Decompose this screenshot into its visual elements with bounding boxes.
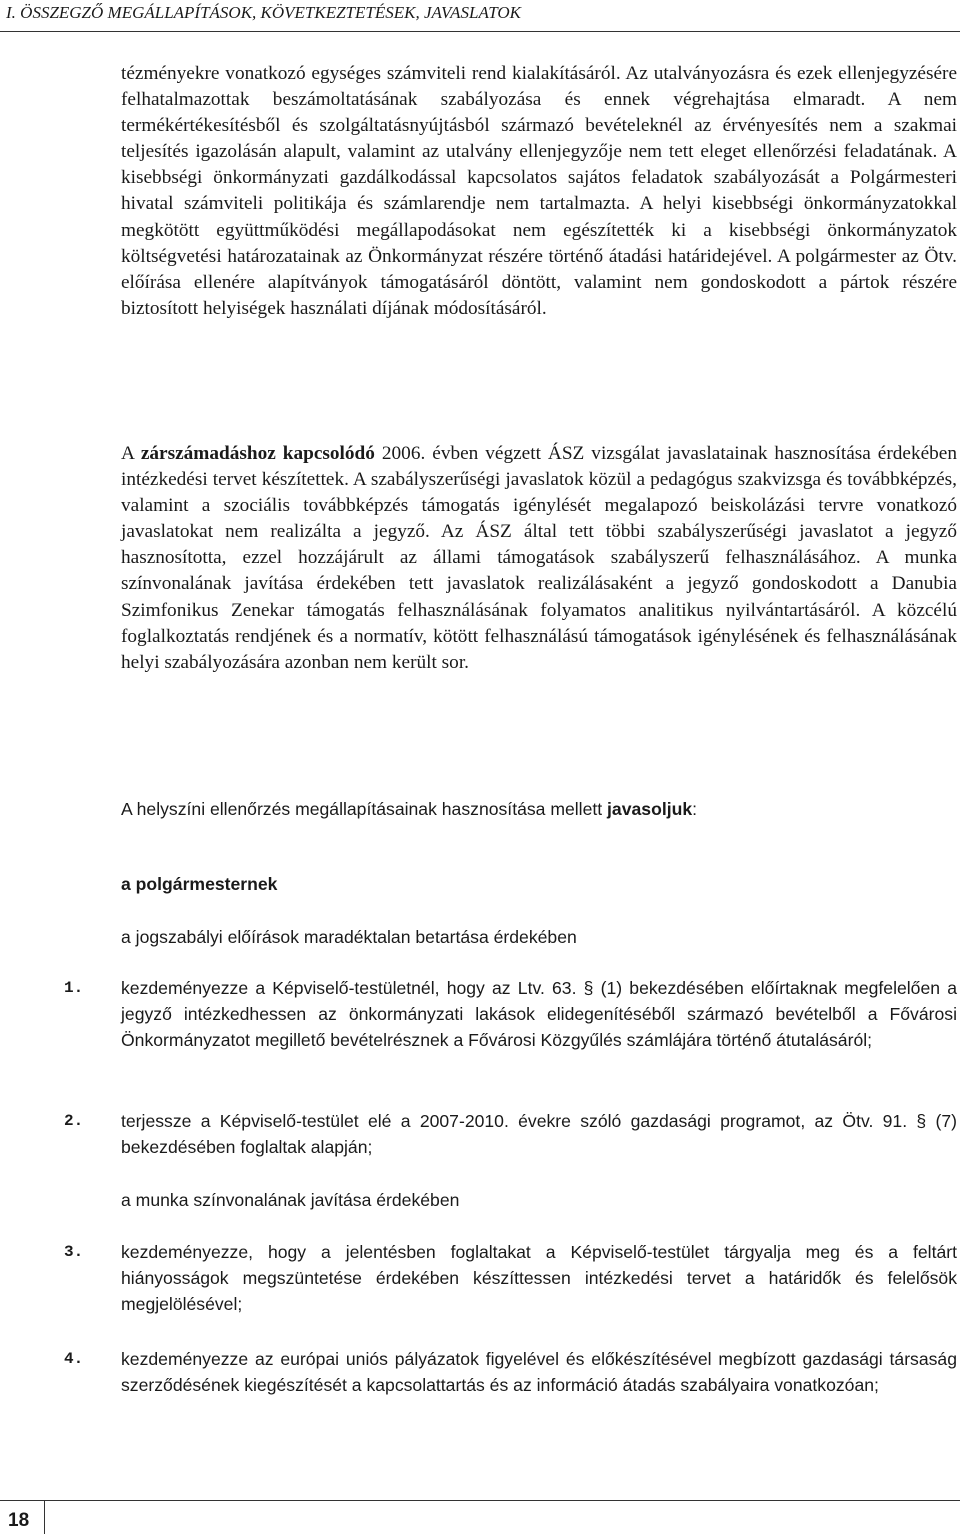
recommend-prefix: A helyszíni ellenőrzés megállapításainak hasznosítása mellett xyxy=(121,799,608,819)
item-text-4: kezdeményezze az európai uniós pályázatok figyelével és előkészítésével megbízott gazdasági társaság szerződésének kiegészítését a kapcsolattartás és az információ átadás szabályaira vonatkozóan; xyxy=(121,1349,957,1395)
item-number-1: 1. xyxy=(64,979,84,997)
group2-heading: a munka színvonalának javítása érdekében xyxy=(121,1190,460,1210)
p2-bold: zárszámadáshoz kapcsolódó xyxy=(140,443,375,464)
item-text-1: kezdeményezze a Képviselő-testületnél, hogy az Ltv. 63. § (1) bekezdésében előírtaknak megfelelően a jegyző intézkedhessen az önkormányzati lakások elidegenítéséből származó bevételből a Fővárosi Önkormányzatot megillető bevételrésznek a Fővárosi Közgyűlés számlájára történő átutalásáról; xyxy=(121,978,957,1050)
p2-prefix: A xyxy=(121,443,141,464)
recipient-heading: a polgármesternek xyxy=(121,874,278,894)
item-number-2: 2. xyxy=(64,1112,84,1130)
item-text-2: terjessze a Képviselő-testület elé a 2007-2010. évekre szóló gazdasági programot, az Ötv. 91. § (7) bekezdésében foglaltak alapján; xyxy=(121,1111,957,1157)
item-number-3: 3. xyxy=(64,1243,84,1261)
page-number: 18 xyxy=(8,1510,30,1531)
recommend-line xyxy=(121,796,957,822)
header-title: I. ÖSSZEGZŐ MEGÁLLAPÍTÁSOK, KÖVETKEZTETÉSEK, JAVASLATOK xyxy=(6,3,522,22)
recommend-bold: javasoljuk xyxy=(607,799,693,819)
footer-divider xyxy=(44,1500,45,1534)
header-rule xyxy=(0,31,960,32)
p2-rest: 2006. évben végzett ÁSZ vizsgálat javaslatainak hasznosítása érdekében intézkedési tervet készítettek. A szabályszerűségi javaslatok közül a pedagógus szakvizsga és továbbképzés, valamint a szociális továbbképzés támogatás igénylését megalapozó beiskolázási tervre vonatkozó javaslatokat nem realizálta a jegyző. Az ÁSZ által tett többi szabályszerűségi javaslatot a jegyző hasznosította, ezzel hozzájárult az állami támogatások szabályszerű felhasználásához. A munka színvonalának javítása érdekében tett javaslatok realizálásaként a jegyző gondoskodott a Danubia Szimfonikus Zenekar támogatás felhasználásának folyamatos analitikus nyilvántartásáról. A közcélú foglalkoztatás rendjének és a normatív, kötött felhasználású támogatások igénylésének és felhasználásának helyi szabályozására azonban nem került sor. xyxy=(121,443,958,673)
group1-heading: a jogszabályi előírások maradéktalan betartása érdekében xyxy=(121,927,577,947)
paragraph-findings: tézményekre vonatkozó egységes számviteli rend kialakításáról. Az utalványozásra és ezek ellenjegyzésére felhatalmazottak beszámoltatásának szabályozása és ennek végrehajtása elmaradt. A nem termékértékesítésből és szolgáltatásnyújtásból származó bevételeknél az érvényesítés nem a szakmai teljesítés igazolásán alapult, valamint az utalvány ellenjegyzője nem tett eleget ellenőrzési feladatának. A kisebbségi önkormányzati gazdálkodással kapcsolatos sajátos feladatok szabályozását a Polgármesteri hivatal számviteli politikája és számlarendje nem tartalmazta. A helyi kisebbségi önkormányzatokkal megkötött együttműködési megállapodásokat nem egészítették ki a kisebbségi önkormányzatok költségvetési határozatainak az Önkormányzat részére történő átadási határidejével. A polgármester az Ötv. előírása ellenére alapítványok támogatásáról döntött, valamint nem gondoskodott a pártok részére biztosított helyiségek használati díjának módosításáról. xyxy=(121,63,957,319)
recommend-suffix: : xyxy=(692,799,698,819)
footer-rule xyxy=(0,1500,960,1501)
paragraph-closing-accounts xyxy=(121,441,957,676)
item-number-4: 4. xyxy=(64,1350,84,1368)
item-text-3: kezdeményezze, hogy a jelentésben foglaltakat a Képviselő-testület tárgyalja meg és a feltárt hiányosságok megszüntetése érdekében készíttessen intézkedési tervet a határidők és felelősök megjelölésével; xyxy=(121,1242,957,1314)
